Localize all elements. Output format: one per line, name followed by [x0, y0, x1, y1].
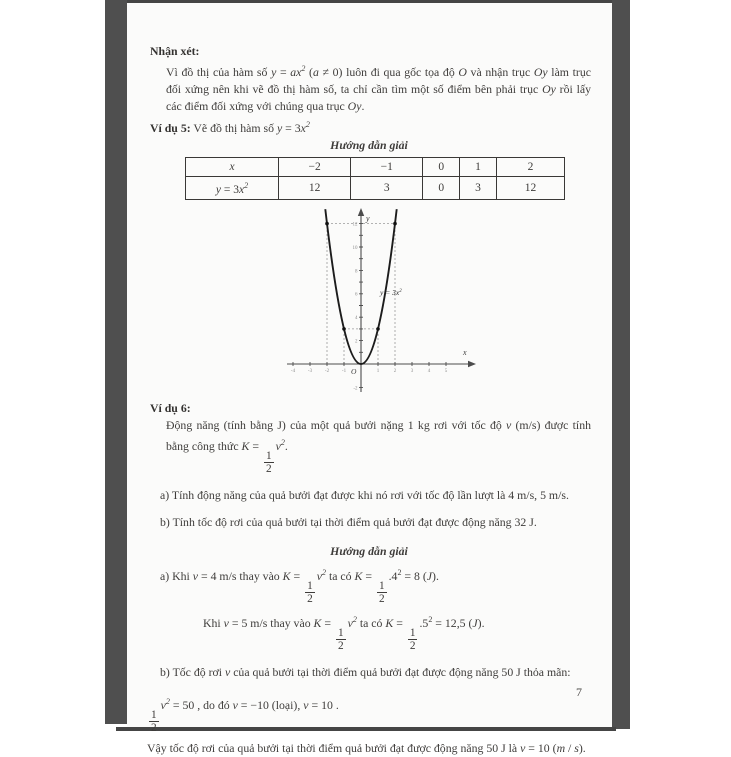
example5-statement: Vẽ đồ thị hàm số [190, 121, 277, 135]
table-cell-x-label: x [186, 158, 279, 177]
svg-text:-3: -3 [307, 369, 313, 374]
svg-text:-4: -4 [290, 369, 296, 374]
table-cell: −2 [279, 158, 351, 177]
svg-text:-2: -2 [324, 369, 330, 374]
svg-text:2: 2 [355, 339, 358, 345]
table-row-y [186, 177, 565, 200]
table-cell: 1 [460, 158, 497, 177]
book-edge-right [612, 0, 630, 729]
solution-b-intro: b) Tốc độ rơi v của quả bưởi tại thời điểm quả bưởi đạt được động năng 50 J thỏa mãn: [160, 665, 571, 680]
solution-conclusion: Vậy tốc độ rơi của quả bưởi tại thời điểm quả bưởi đạt được động năng 50 J là v = 10 (m / s). [147, 741, 586, 756]
parabola-graph [280, 206, 480, 398]
svg-text:1: 1 [376, 369, 380, 374]
svg-text:12: 12 [352, 222, 358, 228]
page-number: 7 [576, 685, 582, 699]
book-edge-left [105, 0, 127, 724]
y-axis-arrow [358, 208, 364, 216]
example5-line [150, 116, 591, 137]
example6-intro: Động năng (tính bằng J) của một quả bưởi nặng 1 kg rơi với tốc độ v (m/s) được tính bằng công thức K = $\frac{1}{2}$ $v^2$. [166, 418, 591, 476]
svg-text:-1: -1 [341, 369, 347, 374]
value-table [185, 157, 565, 200]
table-cell: 12 [279, 177, 351, 200]
table-cell: 3 [460, 177, 497, 200]
svg-text:10: 10 [352, 245, 358, 251]
example5-label: Ví dụ 5: [150, 121, 191, 135]
svg-text:5: 5 [444, 369, 448, 374]
svg-text:4: 4 [427, 369, 431, 374]
example6-heading: Ví dụ 6: [150, 401, 191, 415]
x-axis-arrow [468, 361, 476, 367]
solution-b-equation: $\frac{1}{2}$ $v^2 = 50$ , do đó v = −10 (loại), v = 10 . [151, 697, 339, 735]
document-page [127, 3, 612, 756]
curve-label: $y = 3x^2$ [380, 288, 402, 297]
table-row-x [186, 158, 565, 177]
parabola-graph-svg [280, 206, 480, 398]
solution-heading-1: Hướng dẫn giải [330, 138, 408, 152]
svg-text:8: 8 [355, 269, 358, 275]
example6-part-a: a) Tính động năng của quả bưởi đạt được khi nó rơi với tốc độ lần lượt là 4 m/s, 5 m/s. [160, 488, 569, 503]
origin-label: O [351, 367, 357, 376]
solution-a-line1: a) Khi v = 4 m/s thay vào K = $\frac{1}{2}$ $v^2$ ta có K = $\frac{1}{2}$ $.4^2 = 8$ (J). [160, 567, 439, 605]
table-cell-y-label: $y = 3x^2$ [186, 177, 279, 200]
table-cell: 0 [423, 158, 460, 177]
table-cell: 2 [496, 158, 564, 177]
page-content [147, 43, 591, 757]
svg-text:6: 6 [355, 292, 358, 298]
table-cell: −1 [351, 158, 423, 177]
x-tick-labels [291, 369, 448, 374]
solution-heading-2: Hướng dẫn giải [330, 543, 408, 558]
table-cell: 0 [423, 177, 460, 200]
svg-text:2: 2 [393, 369, 397, 374]
note-heading: Nhận xét: [150, 44, 200, 58]
y-axis-label: y [366, 214, 370, 223]
note-paragraph: Vì đồ thị của hàm số $y = ax^2$ (a ≠ 0) luôn đi qua gốc tọa độ O và nhận trục Oy làm trục đối xứng nên khi vẽ đồ thị hàm số, ta chỉ cần tìm một số điểm bên phải trục Oy rồi lấy các điểm đối xứng với chúng qua trục Oy. [166, 64, 591, 113]
example5-formula: $y = 3x^2$ [276, 120, 310, 135]
svg-text:3: 3 [410, 369, 414, 374]
neg-y-tick-label: -2 [353, 386, 358, 392]
svg-text:4: 4 [355, 316, 358, 322]
solution-a-line2: Khi v = 5 m/s thay vào K = $\frac{1}{2}$ $v^2$ ta có K = $\frac{1}{2}$ $.5^2 = 12,5$ (J). [203, 615, 485, 653]
example6-part-b: b) Tính tốc độ rơi của quả bưởi tại thời điểm quả bưởi đạt được động năng 32 J. [160, 514, 537, 529]
table-cell: 3 [351, 177, 423, 200]
x-axis-label: x [463, 348, 467, 357]
table-cell: 12 [496, 177, 564, 200]
